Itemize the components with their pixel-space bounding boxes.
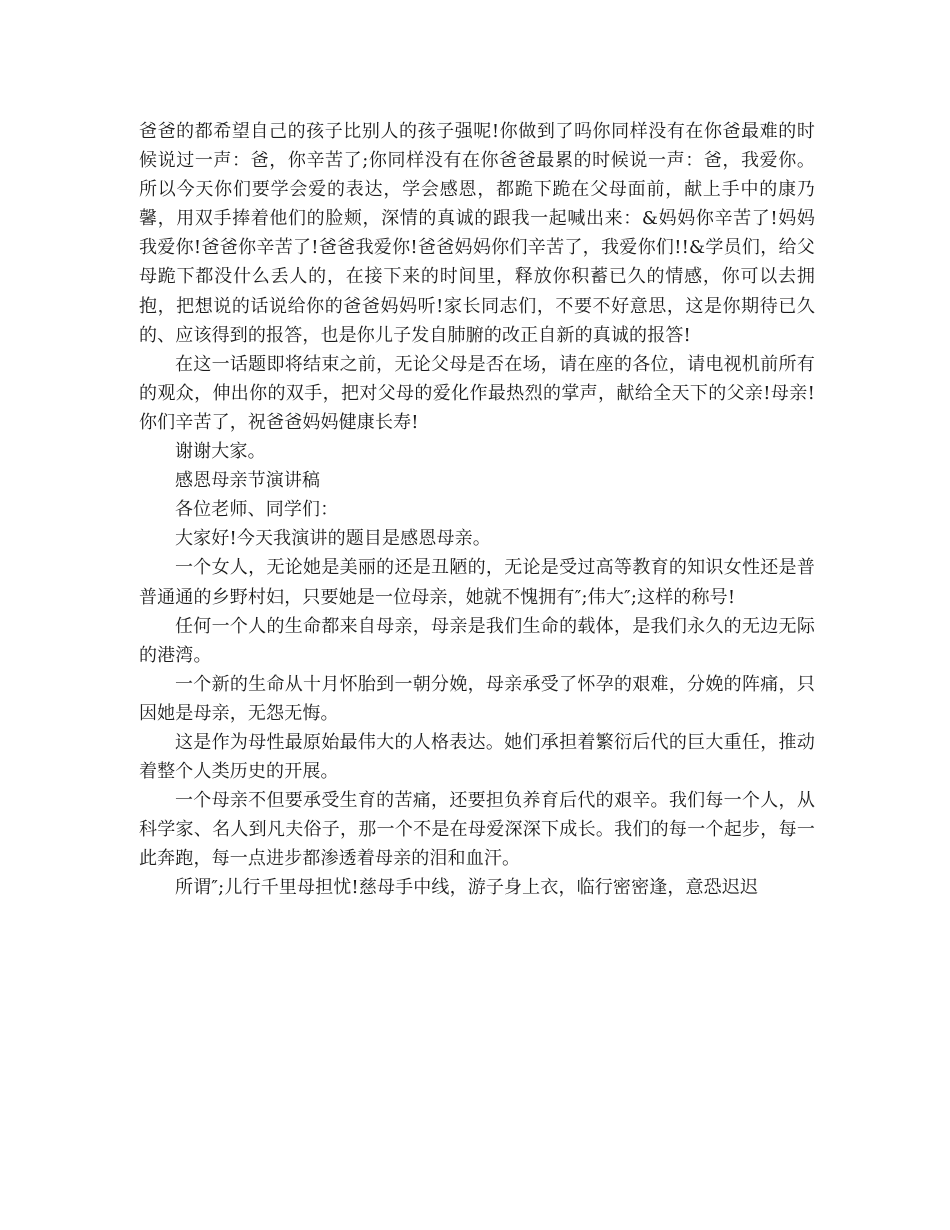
paragraph-10: 这是作为母性最原始最伟大的人格表达。她们承担着繁衍后代的巨大重任，推动着整个人类历史的开展。 (139, 731, 815, 783)
paragraph-3: 谢谢大家。 (175, 441, 266, 463)
paragraph-11: 一个母亲不但要承受生育的苦痛，还要担负养育后代的艰辛。我们每一个人，从科学家、名人到凡夫俗子，那一个不是在母爱深深下成长。我们的每一个起步，每一此奔跑，每一点进步都渗透着母亲的泪和血汗。 (139, 790, 815, 870)
paragraph-1: 爸爸的都希望自己的孩子比别人的孩子强呢!你做到了吗你同样没有在你爸最难的时候说过一声：爸，你辛苦了;你同样没有在你爸爸最累的时候说一声：爸，我爱你。所以今天你们要学会爱的表达，学会感恩，都跪下跪在父母面前，献上手中的康乃馨，用双手捧着他们的脸颊，深情的真诚的跟我一起喊出来：&妈妈你辛苦了!妈妈我爱你!爸爸你辛苦了!爸爸我爱你!爸爸妈妈你们辛苦了，我爱你们!!&学员们，给父母跪下都没什么丢人的，在接下来的时间里，释放你积蓄已久的情感，你可以去拥抱，把想说的话说给你的爸爸妈妈听!家长同志们，不要不好意思，这是你期待已久的、应该得到的报答，也是你儿子发自肺腑的改正自新的真诚的报答! (139, 121, 815, 346)
paragraph-9: 一个新的生命从十月怀胎到一朝分娩，母亲承受了怀孕的艰难，分娩的阵痛，只因她是母亲，无怨无悔。 (139, 673, 815, 724)
document-body (139, 117, 815, 903)
paragraph-8: 任何一个人的生命都来自母亲，母亲是我们生命的载体，是我们永久的无边无际的港湾。 (139, 615, 815, 666)
salutation: 各位老师、同学们： (175, 499, 339, 521)
paragraph-2: 在这一话题即将结束之前，无论父母是否在场，请在座的各位，请电视机前所有的观众，伸出你的双手，把对父母的爱化作最热烈的掌声，献给全天下的父亲!母亲!你们辛苦了，祝爸爸妈妈健康长寿! (139, 353, 815, 433)
speech-title: 感恩母亲节演讲稿 (175, 470, 321, 492)
paragraph-7: 一个女人，无论她是美丽的还是丑陋的，无论是受过高等教育的知识女性还是普普通通的乡野村妇，只要她是一位母亲，她就不愧拥有″;伟大″;这样的称号! (139, 557, 815, 608)
paragraph-6: 大家好!今天我演讲的题目是感恩母亲。 (175, 528, 491, 550)
paragraph-12: 所谓″;儿行千里母担忧!慈母手中线，游子身上衣，临行密密逢，意恐迟迟 (175, 877, 759, 899)
